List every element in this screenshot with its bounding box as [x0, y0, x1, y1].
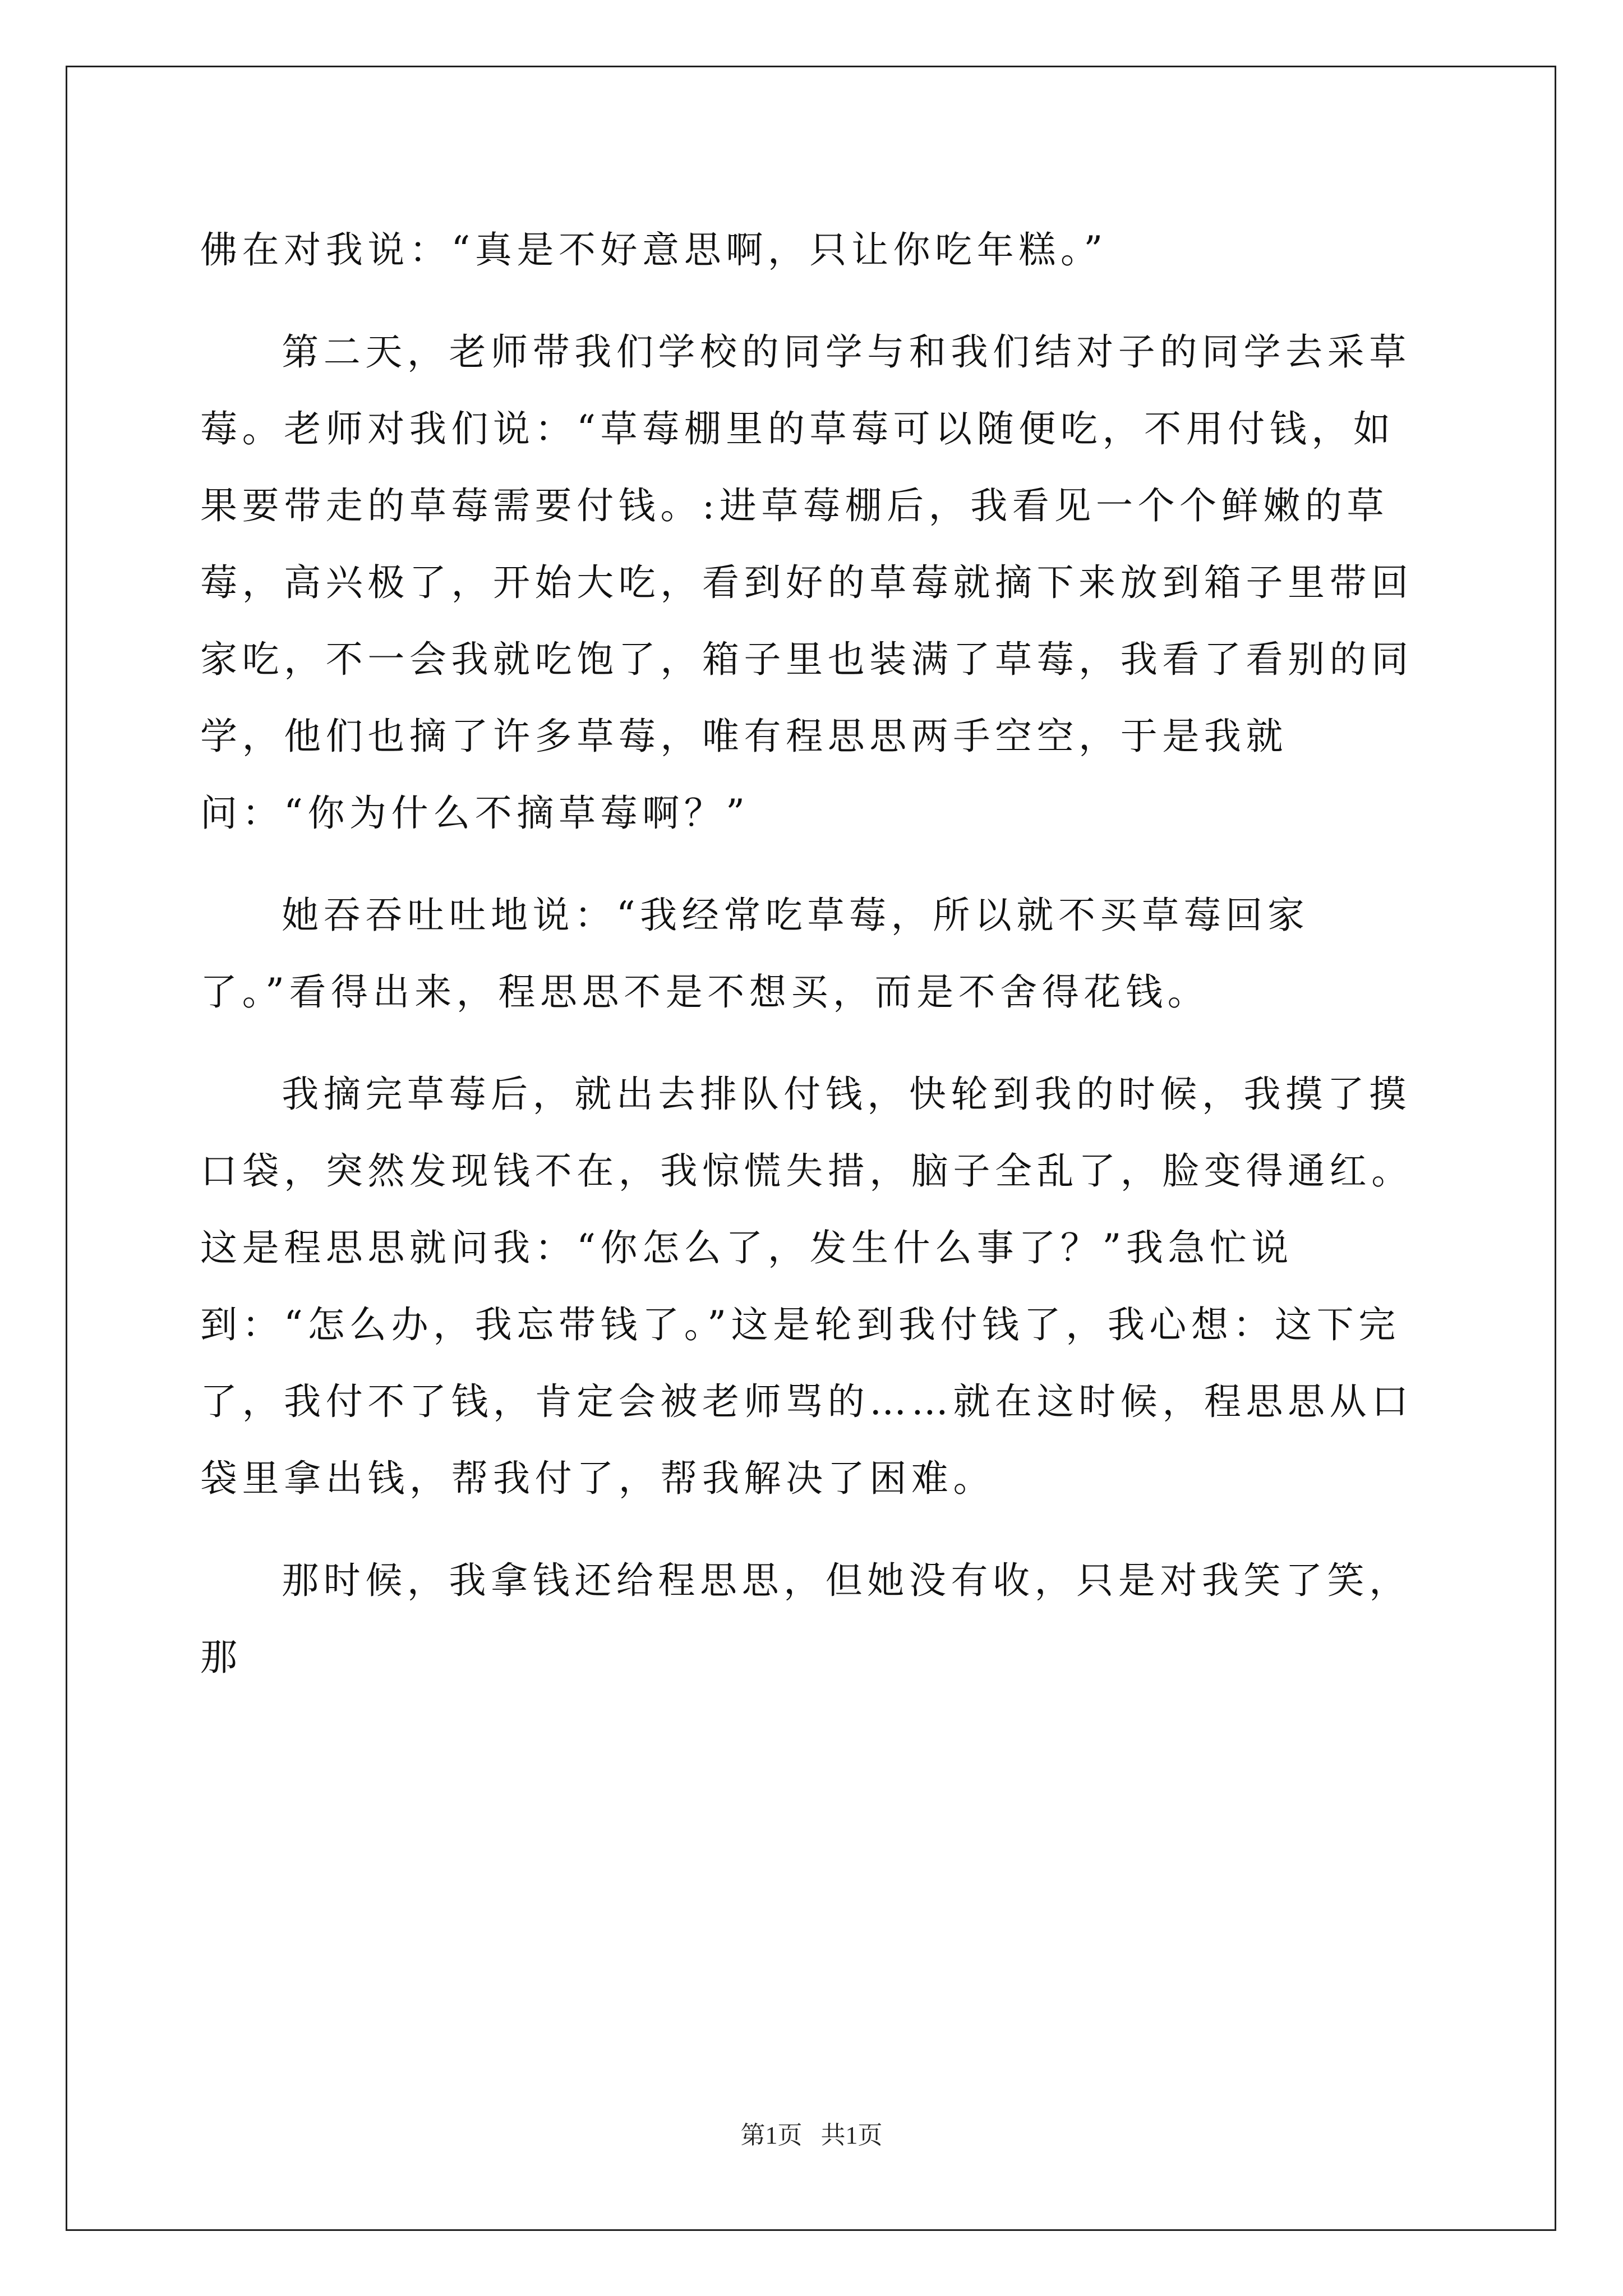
page-footer: 第1页 共1页	[740, 2122, 883, 2149]
paragraph-2: 第二天，老师带我们学校的同学与和我们结对子的同学去采草莓。老师对我们说：“草莓棚里的草莓可以随便吃，不用付钱，如果要带走的草莓需要付钱。:进草莓棚后，我看见一个个鲜嫩的草莓，高兴极了，开始大吃，看到好的草莓就摘下来放到箱子里带回家吃，不一会我就吃饱了，箱子里也装满了草莓，我看了看别的同学，他们也摘了许多草莓，唯有程思思两手空空，于是我就问：“你为什么不摘草莓啊？”	[200, 330, 1413, 835]
paragraph-3: 她吞吞吐吐地说：“我经常吃草莓，所以就不买草莓回家了。”看得出来，程思思不是不想买，而是不舍得花钱。	[200, 894, 1310, 1014]
document-body	[200, 211, 1434, 1696]
paragraph-4: 我摘完草莓后，就出去排队付钱，快轮到我的时候，我摸了摸口袋，突然发现钱不在，我惊慌失措，脑子全乱了，脸变得通红。这是程思思就问我：“你怎么了，发生什么事了？”我急忙说到：“怎么办，我忘带钱了。”这是轮到我付钱了，我心想：这下完了，我付不了钱，肯定会被老师骂的……就在这时候，程思思从口袋里拿出钱，帮我付了，帮我解决了困难。	[200, 1073, 1413, 1500]
paragraph-1: 佛在对我说：“真是不好意思啊，只让你吃年糕。”	[200, 228, 1108, 272]
paragraph-5: 那时候，我拿钱还给程思思，但她没有收，只是对我笑了笑，那	[200, 1559, 1411, 1679]
